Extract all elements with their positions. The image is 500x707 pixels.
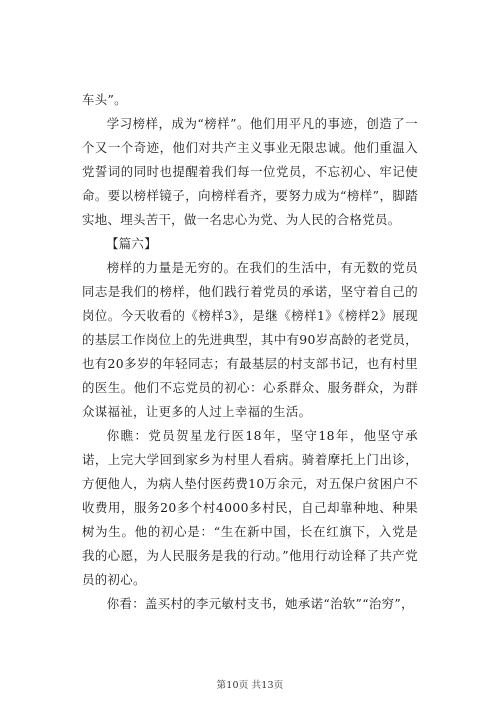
paragraph-he-xinglong: 你瞧：党员贺星龙行医18年，坚守18年，他坚守承诺，上完大学回到家乡为村里人看病。骑着摩托上门出诊，方便他人，为病人垫付医药费10万余元，对五保户贫困户不收费用，服务20多个村4000多村民，自己却靠种地、种果树为生。他的初心是：“生在新中国，长在红旗下，入党是我的心愿，为人民服务是我的行动。”他用行动诠释了共产党员的初心。 (82, 428, 418, 587)
paragraph-learn-from-role-models: 学习榜样，成为“榜样”。他们用平凡的事迹，创造了一个又一个奇迹，他们对共产主义事业无限忠诚。他们重温入党誓词的同时也提醒着我们每一位党员，不忘初心、牢记使命。要以榜样镜子，向榜样看齐，要努力成为“榜样”，脚踏实地、埋头苦干，做一名忠心为党、为人民的合格党员。 (82, 116, 418, 227)
paragraph-power-of-role-models: 榜样的力量是无穷的。在我们的生活中，有无数的党员同志是我们的榜样，他们践行着党员的承诺，坚守着自己的岗位。今天收看的《榜样3》，是继《榜样1》《榜样2》展现的基层工作岗位上的先进典型，其中有90岁高龄的老党员，也有20多岁的年轻同志；有最基层的村支部书记，也有村里的医生。他们不忘党员的初心：心系群众、服务群众，为群众谋福祉，让更多的人过上幸福的生活。 (82, 260, 418, 419)
paragraph-continuation: 车头”。 (82, 92, 127, 107)
section-heading: 【篇六】 (106, 236, 157, 251)
document-body (82, 88, 418, 616)
paragraph-li-yuanmin: 你看：盖买村的李元敏村支书，她承诺“治软”“治穷”， (106, 596, 414, 611)
page-footer: 第10页 共13页 (216, 680, 284, 691)
